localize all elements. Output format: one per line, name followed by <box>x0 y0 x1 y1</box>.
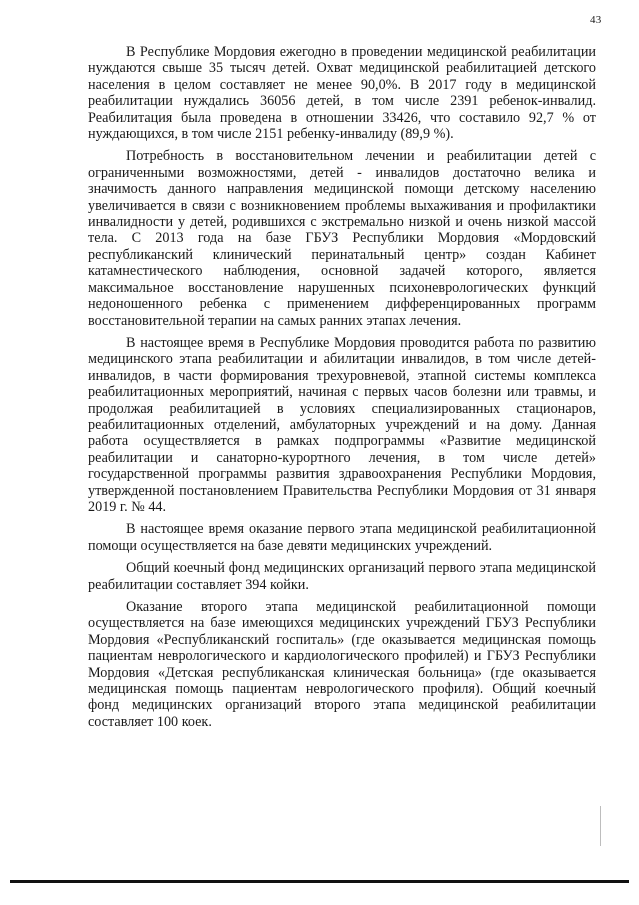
document-body <box>88 44 596 736</box>
paragraph: В настоящее время в Республике Мордовия проводится работа по развитию медицинского этапа реабилитации и абилитации инвалидов, в том числе детей-инвалидов, в части формирования трехуровневой, этапной системы комплекса реабилитационных мероприятий, начиная с первых часов болезни или травмы, и продолжая реабилитацией в условиях специализированных стационаров, реабилитационных отделений, амбулаторных учреждений и на дому. Данная работа осуществляется в рамках подпрограммы «Развитие медицинской реабилитации и санаторно-курортного лечения, в том числе детей» государственной программы развития здравоохранения Республики Мордовия, утвержденной постановлением Правительства Республики Мордовия от 31 января 2019 г. № 44. <box>88 334 596 515</box>
paragraph: В настоящее время оказание первого этапа медицинской реабилитационной помощи осуществляется на базе девяти медицинских учреждений. <box>88 521 596 554</box>
paragraph: В Республике Мордовия ежегодно в проведении медицинской реабилитации нуждаются свыше 35 тысяч детей. Охват медицинской реабилитацией детского населения в целом составляет не менее 90,0%. В 2017 году в медицинской реабилитации нуждались 36056 детей, в том числе 2391 ребенок-инвалид. Реабилитация была проведена в отношении 33426, что составило 92,7 % от нуждающихся, в том числе 2151 ребенку-инвалиду (89,9 %). <box>88 44 596 143</box>
paragraph: Потребность в восстановительном лечении и реабилитации детей с ограниченными возможностями, детей - инвалидов достаточно велика и значимость данного направления медицинской помощи детскому населению увеличивается в связи с возникновением проблемы выхаживания и профилактики инвалидности у детей, родившихся с экстремально низкой и очень низкой массой тела. С 2013 года на базе ГБУЗ Республики Мордовия «Мордовский республиканский клинический перинатальный центр» создан Кабинет катамнестического наблюдения, основной задачей которого, является максимальное восстановление нарушенных психоневрологических функций недоношенного ребенка с применением дифференцированных программ восстановительной терапии на самых ранних этапах лечения. <box>88 148 596 329</box>
paragraph: Оказание второго этапа медицинской реабилитационной помощи осуществляется на базе имеющихся медицинских учреждений ГБУЗ Республики Мордовия «Республиканский госпиталь» (где оказывается медицинская помощь пациентам неврологического и кардиологического профилей) и ГБУЗ Республики Мордовия «Детская республиканская клиническая больница» (где оказывается медицинская помощь пациентам неврологического профиля). Общий коечный фонд медицинских организаций второго этапа медицинской реабилитации составляет 100 коек. <box>88 599 596 730</box>
scan-margin-mark <box>600 806 601 846</box>
page-bottom-rule <box>10 880 629 883</box>
paragraph: Общий коечный фонд медицинских организаций первого этапа медицинской реабилитации составляет 394 койки. <box>88 560 596 593</box>
page-number: 43 <box>590 14 602 26</box>
